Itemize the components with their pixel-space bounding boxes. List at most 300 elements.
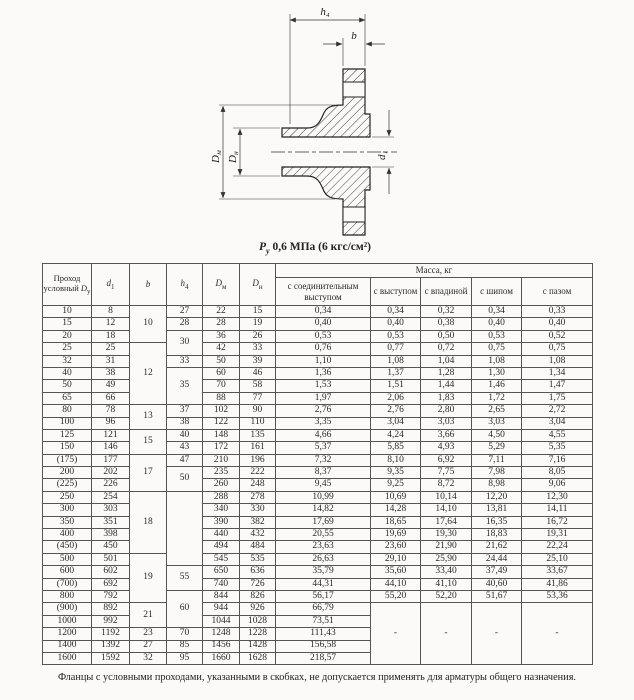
table-cell: 1,30	[472, 367, 522, 379]
table-cell: 1,04	[421, 355, 472, 367]
table-cell: 1,10	[276, 355, 371, 367]
table-cell: 10,14	[421, 491, 472, 503]
table-cell: 1,72	[472, 392, 522, 404]
table-cell: 73,51	[276, 615, 371, 627]
table-row	[43, 380, 593, 392]
table-cell: 1392	[92, 640, 130, 652]
table-row	[43, 603, 593, 615]
table-cell: 25,90	[421, 553, 472, 565]
table-cell: 7,16	[522, 454, 593, 466]
table-cell: (450)	[43, 541, 92, 553]
table-cell: 60	[167, 590, 203, 627]
table-cell: 844	[203, 590, 240, 602]
table-cell: 12,20	[472, 491, 522, 503]
table-cell: 6,92	[421, 454, 472, 466]
table-cell: 8	[92, 306, 130, 318]
table-cell: 692	[92, 578, 130, 590]
table-cell: 52,20	[421, 590, 472, 602]
table-row	[43, 442, 593, 454]
table-cell: 95	[167, 652, 203, 664]
table-cell: 18,65	[371, 516, 421, 528]
table-cell: 398	[92, 529, 130, 541]
table-cell: 16,72	[522, 516, 593, 528]
table-cell: 14,82	[276, 504, 371, 516]
table-cell: 13	[130, 405, 167, 430]
table-cell: 12,30	[522, 491, 593, 503]
table-cell: 102	[203, 405, 240, 417]
table-cell: 0,77	[371, 343, 421, 355]
table-cell: 18	[130, 491, 167, 553]
table-cell: 135	[240, 429, 276, 441]
footnote: Фланцы с условными проходами, указанными в скобках, не допускается применять для арматуры общего назначения.	[57, 672, 577, 683]
table-cell	[167, 491, 203, 565]
table-cell: 78	[92, 405, 130, 417]
table-cell: 992	[92, 615, 130, 627]
table-cell: 1,34	[522, 367, 593, 379]
table-cell: 35,60	[371, 566, 421, 578]
table-cell: 12	[130, 343, 167, 405]
table-cell: 9,45	[276, 479, 371, 491]
table-cell: 0,34	[472, 306, 522, 318]
table-cell: 4,66	[276, 429, 371, 441]
table-cell: 18	[92, 330, 130, 342]
table-cell: 2,76	[276, 405, 371, 417]
table-cell: 10,69	[371, 491, 421, 503]
table-cell: 36	[203, 330, 240, 342]
table-cell: 150	[43, 442, 92, 454]
table-cell: 22,24	[522, 541, 593, 553]
table-cell: 55	[167, 566, 203, 591]
table-cell: 5,29	[472, 442, 522, 454]
table-cell: 9,25	[371, 479, 421, 491]
table-cell: 1,83	[421, 392, 472, 404]
table-cell: 10	[130, 306, 167, 343]
table-row	[43, 553, 593, 565]
table-cell: 260	[203, 479, 240, 491]
table-cell: 278	[240, 491, 276, 503]
table-row	[43, 343, 593, 355]
table-cell: 440	[203, 529, 240, 541]
table-cell: 60	[203, 367, 240, 379]
table-row	[43, 330, 593, 342]
table-cell: (700)	[43, 578, 92, 590]
table-cell: 9,06	[522, 479, 593, 491]
table-cell: 77	[240, 392, 276, 404]
col-header-b: b	[130, 264, 167, 306]
table-row	[43, 405, 593, 417]
table-cell: 2,65	[472, 405, 522, 417]
table-cell: 39	[240, 355, 276, 367]
col-header-dm: $D_м$	[203, 264, 240, 306]
table-cell: 17	[130, 454, 167, 491]
table-row	[43, 479, 593, 491]
table-cell: 32	[43, 355, 92, 367]
table-cell: 15	[130, 429, 167, 454]
table-cell: 33,40	[421, 566, 472, 578]
table-cell: 47	[167, 454, 203, 466]
table-cell: 12	[92, 318, 130, 330]
table-cell: 0,53	[371, 330, 421, 342]
table-cell: 926	[240, 603, 276, 615]
table-cell: 19	[240, 318, 276, 330]
table-cell: 3,04	[371, 417, 421, 429]
table-cell: 21	[130, 603, 167, 628]
figure-caption: $P_у$ 0,6 МПа (6 кгс/см²)	[259, 241, 371, 256]
table-cell: 1400	[43, 640, 92, 652]
table-cell: 44,10	[371, 578, 421, 590]
table-cell: 450	[92, 541, 130, 553]
table-cell: 535	[240, 553, 276, 565]
table-cell: 501	[92, 553, 130, 565]
table-cell: 0,34	[276, 306, 371, 318]
table-cell: 96	[92, 417, 130, 429]
table-cell: 38	[92, 367, 130, 379]
table-cell: 40	[43, 367, 92, 379]
table-cell: 1660	[203, 652, 240, 664]
table-cell: 7,11	[472, 454, 522, 466]
table-cell: 24,44	[472, 553, 522, 565]
table-cell: 1,47	[522, 380, 593, 392]
flange-dimensions-table	[42, 263, 593, 665]
table-cell: 14,28	[371, 504, 421, 516]
table-cell: 8,05	[522, 467, 593, 479]
table-cell: 0,40	[472, 318, 522, 330]
table-cell: 8,37	[276, 467, 371, 479]
table-cell: 8,98	[472, 479, 522, 491]
table-cell: 18,83	[472, 529, 522, 541]
table-cell: 100	[43, 417, 92, 429]
table-cell: 196	[240, 454, 276, 466]
table-cell: 20,55	[276, 529, 371, 541]
table-cell: 892	[92, 603, 130, 615]
table-cell: 55,20	[371, 590, 421, 602]
table-cell: 0,40	[522, 318, 593, 330]
table-cell: 50	[43, 380, 92, 392]
table-body	[43, 306, 593, 665]
table-cell: 15	[43, 318, 92, 330]
table-cell: 44,31	[276, 578, 371, 590]
table-cell: 25	[43, 343, 92, 355]
table-row	[43, 392, 593, 404]
table-cell: 500	[43, 553, 92, 565]
table-cell: 0,75	[472, 343, 522, 355]
table-cell: 944	[203, 603, 240, 615]
table-cell: 1,08	[522, 355, 593, 367]
table-cell: (175)	[43, 454, 92, 466]
table-cell: 37	[167, 405, 203, 417]
table-row	[43, 318, 593, 330]
table-cell: 28	[167, 318, 203, 330]
table-cell: 202	[92, 467, 130, 479]
table-cell: 23	[130, 628, 167, 640]
table-cell: 1600	[43, 652, 92, 664]
table-cell: 1,75	[522, 392, 593, 404]
table-cell: 3,03	[421, 417, 472, 429]
col-header-mass-groove: с пазом	[522, 278, 593, 306]
table-cell: 53,36	[522, 590, 593, 602]
table-cell: 390	[203, 516, 240, 528]
table-cell: 110	[240, 417, 276, 429]
table-row	[43, 516, 593, 528]
table-cell: 146	[92, 442, 130, 454]
table-cell: 254	[92, 491, 130, 503]
table-cell: -	[522, 603, 593, 665]
table-cell: 35	[167, 367, 203, 404]
table-cell: 17,69	[276, 516, 371, 528]
dn-label: Dн	[227, 151, 240, 163]
table-cell: 26,63	[276, 553, 371, 565]
table-cell: 1,97	[276, 392, 371, 404]
table-cell: (900)	[43, 603, 92, 615]
table-cell: 8,10	[371, 454, 421, 466]
table-cell: 35,79	[276, 566, 371, 578]
table-cell: 70	[203, 380, 240, 392]
table-cell: 484	[240, 541, 276, 553]
table-cell: 1428	[240, 640, 276, 652]
table-cell: 16,35	[472, 516, 522, 528]
table-cell: 1,37	[371, 367, 421, 379]
table-row	[43, 355, 593, 367]
table-cell: 400	[43, 529, 92, 541]
table-cell: -	[472, 603, 522, 665]
table-cell: 4,93	[421, 442, 472, 454]
table-cell: 3,04	[522, 417, 593, 429]
flange-drawing	[195, 2, 435, 242]
table-row	[43, 454, 593, 466]
table-cell: 46	[240, 367, 276, 379]
table-row	[43, 429, 593, 441]
table-row	[43, 590, 593, 602]
table-cell: 210	[203, 454, 240, 466]
table-cell: 1248	[203, 628, 240, 640]
table-row	[43, 367, 593, 379]
table-cell: 1592	[92, 652, 130, 664]
table-cell: 148	[203, 429, 240, 441]
table-cell: 2,06	[371, 392, 421, 404]
table-cell: 1,53	[276, 380, 371, 392]
table-cell: 3,35	[276, 417, 371, 429]
table-cell: 340	[203, 504, 240, 516]
table-cell: 70	[167, 628, 203, 640]
table-cell: 41,86	[522, 578, 593, 590]
col-header-mass-raised: с выступом	[371, 278, 421, 306]
table-cell: 10,99	[276, 491, 371, 503]
table-cell: 38	[167, 417, 203, 429]
col-header-h4: $h_4$	[167, 264, 203, 306]
table-cell: 14,10	[421, 504, 472, 516]
table-cell: 2,80	[421, 405, 472, 417]
table-row	[43, 529, 593, 541]
table-cell: 2,76	[371, 405, 421, 417]
table-cell: 303	[92, 504, 130, 516]
flange-section-upper	[282, 69, 370, 137]
table-cell: 42	[203, 343, 240, 355]
table-cell: 826	[240, 590, 276, 602]
table-cell: 23,60	[371, 541, 421, 553]
table-cell: 111,43	[276, 628, 371, 640]
table-row	[43, 467, 593, 479]
table-cell: 90	[240, 405, 276, 417]
table-row	[43, 417, 593, 429]
table-cell: 4,50	[472, 429, 522, 441]
table-cell: 0,34	[371, 306, 421, 318]
h4-label: h₄	[320, 6, 330, 18]
table-cell: 0,53	[276, 330, 371, 342]
table-cell: 792	[92, 590, 130, 602]
col-header-mass-connecting: с соединительным выступом	[276, 278, 371, 306]
table-cell: 1228	[240, 628, 276, 640]
table-row	[43, 491, 593, 503]
col-header-mass-tenon: с шипом	[472, 278, 522, 306]
table-cell: 33,67	[522, 566, 593, 578]
table-cell: 4,55	[522, 429, 593, 441]
table-cell: 80	[43, 405, 92, 417]
table-cell: 7,32	[276, 454, 371, 466]
col-header-dn: $D_н$	[240, 264, 276, 306]
table-cell: 19,31	[522, 529, 593, 541]
col-header-d1: $d_1$	[92, 264, 130, 306]
table-cell: 66,79	[276, 603, 371, 615]
table-cell: 300	[43, 504, 92, 516]
table-cell: 1044	[203, 615, 240, 627]
table-cell: 177	[92, 454, 130, 466]
table-cell: 1456	[203, 640, 240, 652]
table-cell: 0,50	[421, 330, 472, 342]
table-cell: 19	[130, 553, 167, 603]
table-cell: 800	[43, 590, 92, 602]
table-cell: 17,64	[421, 516, 472, 528]
table-cell: 21,90	[421, 541, 472, 553]
table-cell: 22	[203, 306, 240, 318]
table-cell: (225)	[43, 479, 92, 491]
table-cell: 31	[92, 355, 130, 367]
table-cell: 10	[43, 306, 92, 318]
table-cell: 1,28	[421, 367, 472, 379]
col-header-mass-recessed: с впадиной	[421, 278, 472, 306]
table-cell: 15	[240, 306, 276, 318]
table-cell: 1,44	[421, 380, 472, 392]
b-label: b	[351, 30, 357, 42]
table-cell: 636	[240, 566, 276, 578]
table-cell: 1628	[240, 652, 276, 664]
table-cell: 50	[167, 467, 203, 492]
table-cell: 0,75	[522, 343, 593, 355]
table-cell: 122	[203, 417, 240, 429]
dm-label: Dм	[210, 150, 223, 163]
table-cell: 1200	[43, 628, 92, 640]
table-row	[43, 541, 593, 553]
table-cell: 600	[43, 566, 92, 578]
table-cell: 5,85	[371, 442, 421, 454]
table-cell: 1000	[43, 615, 92, 627]
table-cell: 288	[203, 491, 240, 503]
table-cell: 226	[92, 479, 130, 491]
table-cell: 351	[92, 516, 130, 528]
table-cell: 602	[92, 566, 130, 578]
table-cell: 58	[240, 380, 276, 392]
table-cell: 0,72	[421, 343, 472, 355]
table-cell: 41,10	[421, 578, 472, 590]
table-cell: 25	[92, 343, 130, 355]
table-cell: 19,69	[371, 529, 421, 541]
table-cell: 65	[43, 392, 92, 404]
table-cell: 27	[130, 640, 167, 652]
table-cell: 0,76	[276, 343, 371, 355]
table-cell: 88	[203, 392, 240, 404]
table-cell: 1,36	[276, 367, 371, 379]
table-cell: 33	[167, 355, 203, 367]
table-cell: 5,37	[276, 442, 371, 454]
table-cell: 740	[203, 578, 240, 590]
table-cell: 222	[240, 467, 276, 479]
d1-label: d₁	[376, 150, 388, 160]
table-cell: 7,75	[421, 467, 472, 479]
table-cell: 30	[167, 330, 203, 355]
table-cell: 1,51	[371, 380, 421, 392]
table-cell: 9,35	[371, 467, 421, 479]
table-cell: 50	[203, 355, 240, 367]
table-cell: 43	[167, 442, 203, 454]
table-cell: 27	[167, 306, 203, 318]
table-cell: 66	[92, 392, 130, 404]
table-cell: 21,62	[472, 541, 522, 553]
table-cell: 156,58	[276, 640, 371, 652]
table-cell: 40,60	[472, 578, 522, 590]
table-cell: 726	[240, 578, 276, 590]
table-cell: 40	[167, 429, 203, 441]
table-cell: 545	[203, 553, 240, 565]
table-cell: 218,57	[276, 652, 371, 664]
table-cell: 0,52	[522, 330, 593, 342]
table-cell: 432	[240, 529, 276, 541]
col-header-dy: Проход условный $D_у$	[43, 264, 92, 306]
table-cell: 25,10	[522, 553, 593, 565]
table-cell: 0,32	[421, 306, 472, 318]
table-cell: 4,24	[371, 429, 421, 441]
table-cell: 1,46	[472, 380, 522, 392]
table-cell: 32	[130, 652, 167, 664]
table-cell: 1,08	[371, 355, 421, 367]
table-cell: 7,98	[472, 467, 522, 479]
table-cell: 235	[203, 467, 240, 479]
table-cell: 1192	[92, 628, 130, 640]
table-cell: 0,38	[421, 318, 472, 330]
table-cell: 250	[43, 491, 92, 503]
table-cell: 1028	[240, 615, 276, 627]
table-cell: 28	[203, 318, 240, 330]
table-cell: 125	[43, 429, 92, 441]
table-cell: 350	[43, 516, 92, 528]
table-cell: 1,08	[472, 355, 522, 367]
table-cell: 3,03	[472, 417, 522, 429]
flange-section-lower	[282, 167, 370, 235]
table-cell: 37,49	[472, 566, 522, 578]
table-cell: 5,35	[522, 442, 593, 454]
table-cell: 8,72	[421, 479, 472, 491]
table-cell: 19,30	[421, 529, 472, 541]
table-cell: 3,66	[421, 429, 472, 441]
table-cell: 0,40	[276, 318, 371, 330]
table-cell: 161	[240, 442, 276, 454]
table-cell: 23,63	[276, 541, 371, 553]
table-cell: 51,67	[472, 590, 522, 602]
table-cell: 650	[203, 566, 240, 578]
table-cell: -	[371, 603, 421, 665]
table-cell: 2,72	[522, 405, 593, 417]
table-cell: 172	[203, 442, 240, 454]
table-cell: 20	[43, 330, 92, 342]
table-cell: 56,17	[276, 590, 371, 602]
